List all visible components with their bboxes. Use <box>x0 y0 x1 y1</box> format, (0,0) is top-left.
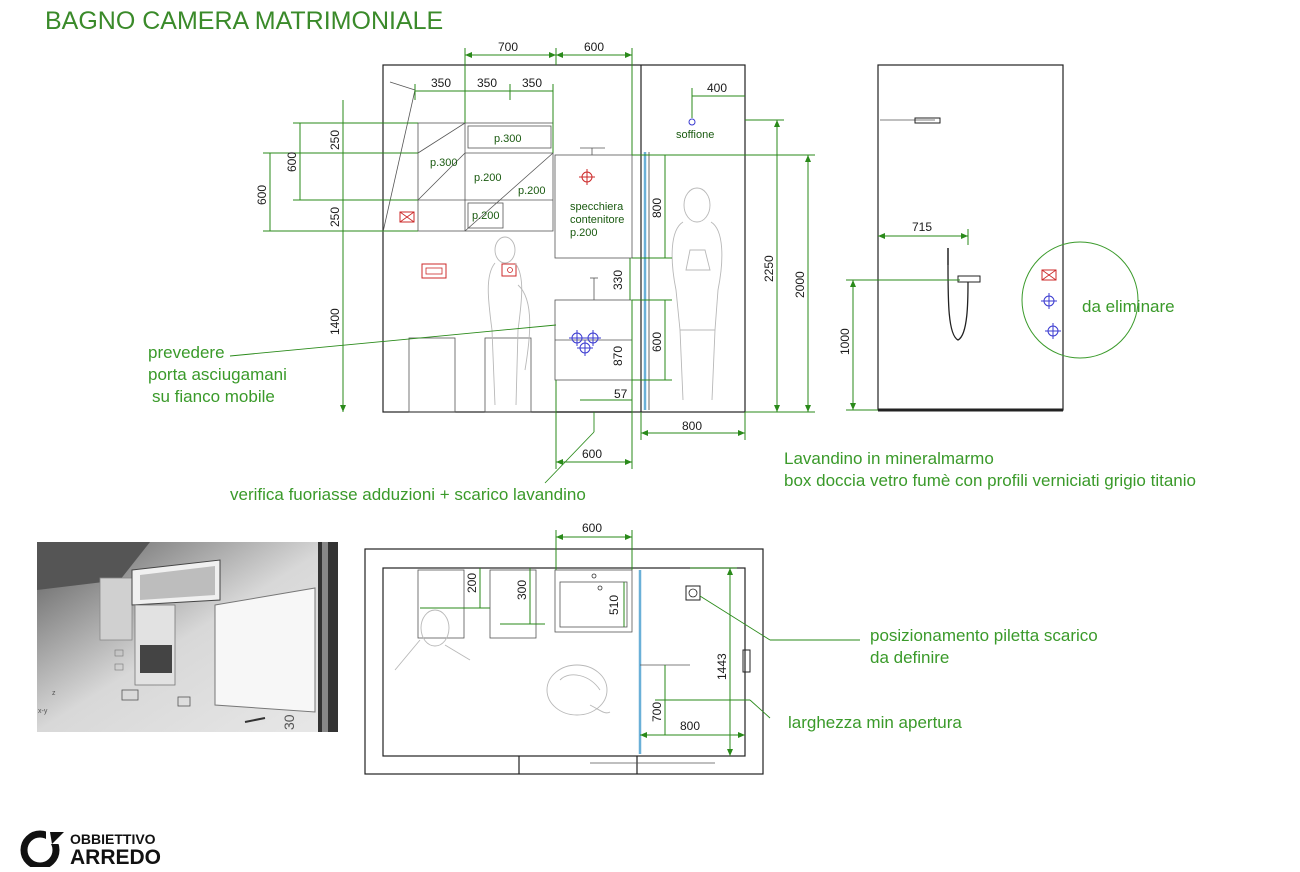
plan-view <box>365 549 763 774</box>
dim-800-h: 800 <box>682 419 703 433</box>
note-verifica: verifica fuoriasse adduzioni + scarico lavandino <box>230 485 586 504</box>
page-title: BAGNO CAMERA MATRIMONIALE <box>45 7 444 35</box>
dim-plan-1443: 1443 <box>715 653 729 680</box>
dimension-lines <box>263 48 968 756</box>
dim-870: 870 <box>611 345 625 366</box>
dim-plan-700: 700 <box>650 701 664 722</box>
dim-plan-510: 510 <box>607 594 621 615</box>
dim-plan-800: 800 <box>680 719 701 733</box>
label-specchiera-3: p.200 <box>570 227 598 239</box>
dim-400: 400 <box>707 81 728 95</box>
dim-600-c: 600 <box>650 331 664 352</box>
note-porta-line3: su fianco mobile <box>152 387 275 406</box>
dim-plan-300: 300 <box>515 579 529 600</box>
note-porta-line1: prevedere <box>148 343 225 362</box>
front-elevation <box>383 65 745 412</box>
dim-250-b: 250 <box>328 206 342 227</box>
dim-700: 700 <box>498 40 519 54</box>
dim-600-b: 600 <box>255 184 269 205</box>
brand-logo <box>20 830 180 867</box>
logo-line-1: OBBIETTIVO <box>70 831 156 847</box>
dim-715: 715 <box>912 220 933 234</box>
side-elevation <box>878 65 1138 410</box>
label-soffione: soffione <box>676 129 715 141</box>
note-piletta-line2: da definire <box>870 648 950 667</box>
label-p300-left: p.300 <box>430 157 458 169</box>
dim-250-a: 250 <box>328 129 342 150</box>
dim-350-c: 350 <box>522 76 543 90</box>
dim-350-b: 350 <box>477 76 498 90</box>
dim-2000: 2000 <box>793 271 807 298</box>
note-material-line2: box doccia vetro fumè con profili verniciati grigio titanio <box>784 471 1196 490</box>
dim-330: 330 <box>611 269 625 290</box>
dim-1000: 1000 <box>838 328 852 355</box>
dim-57: 57 <box>614 387 628 401</box>
label-p200-mid: p.200 <box>474 172 502 184</box>
render-label: 30 <box>281 714 297 730</box>
logo-mark-icon <box>20 830 68 867</box>
svg-text:x-y: x-y <box>38 708 48 715</box>
note-piletta-line1: posizionamento piletta scarico <box>870 626 1098 645</box>
dim-2250: 2250 <box>762 255 776 282</box>
note-porta-line2: porta asciugamani <box>148 365 287 384</box>
label-specchiera-1: specchiera <box>570 201 624 213</box>
label-p200-right: p.200 <box>518 185 546 197</box>
render-preview <box>37 542 338 732</box>
label-p200-low: p.200 <box>472 210 500 222</box>
dim-600-top: 600 <box>584 40 605 54</box>
dim-plan-600: 600 <box>582 521 603 535</box>
note-larghezza: larghezza min apertura <box>788 713 962 732</box>
label-p300-top: p.300 <box>494 133 522 145</box>
note-material-line1: Lavandino in mineralmarmo <box>784 449 994 468</box>
dim-800-v: 800 <box>650 197 664 218</box>
note-da-eliminare: da eliminare <box>1082 297 1175 316</box>
dim-350-a: 350 <box>431 76 452 90</box>
dim-600-a: 600 <box>285 151 299 172</box>
svg-text:z: z <box>52 690 56 697</box>
dim-1400: 1400 <box>328 308 342 335</box>
logo-line-2: ARREDO <box>70 846 162 869</box>
dim-600-d: 600 <box>582 447 603 461</box>
dimension-values <box>255 40 932 733</box>
dim-plan-200: 200 <box>465 572 479 593</box>
label-specchiera-2: contenitore <box>570 214 625 226</box>
